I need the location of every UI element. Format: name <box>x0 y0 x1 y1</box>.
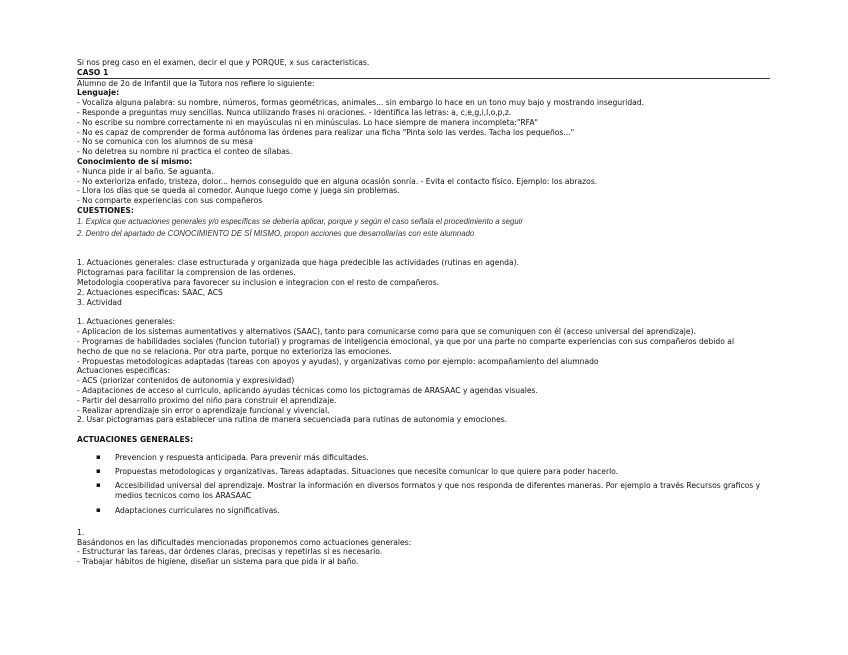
square-bullet-icon: ▪ <box>96 505 101 514</box>
answer-line: Metodologia cooperativa para favorecer su inclusion e integracion con el resto de compañeros. <box>77 277 440 287</box>
square-bullet-icon: ▪ <box>96 481 101 490</box>
cuestiones-heading: CUESTIONES: <box>77 205 134 215</box>
list-item-text: Adaptaciones curriculares no significativas. <box>115 505 280 515</box>
lenguaje-item: - No se comunica con los alumnos de su mesa <box>77 137 253 147</box>
answer-line: - Partir del desarrollo proximo del niño para construir el aprendizaje. <box>77 395 337 405</box>
answer-line: - Estructurar las tareas, dar órdenes claras, precisas y repetirlas si es necesario. <box>77 547 383 557</box>
answer-line: Actuaciones especificas: <box>77 366 170 376</box>
answer-line: 2. Actuaciones especificas: SAAC, ACS <box>77 287 223 297</box>
lenguaje-heading: Lenguaje: <box>77 88 120 98</box>
list-item <box>77 467 765 477</box>
answer-line: 1. Actuaciones generales: clase estructurada y organizada que haga predecible las actividades (rutinas en agenda). <box>77 258 520 268</box>
caso-line: Alumno de 2o de Infantil que la Tutora nos refiere lo siguiente: <box>77 78 315 88</box>
lenguaje-item: - Responde a preguntas muy sencillas. Nunca utilizando frases ni oraciones. - Identifica las letras: a, c,e,g,i,l,o,p,z. <box>77 107 512 117</box>
answer-line: Basándonos en las dificultades mencionadas proponemos como actuaciones generales: <box>77 537 412 547</box>
answer-line: 3. Actividad <box>77 297 122 307</box>
answer-line: 1. <box>77 527 85 537</box>
list-item <box>77 453 765 463</box>
answer-line: - Programas de habilidades sociales (funcion tutorial) y programas de inteligencia emocional, ya que por una parte no comparte experiencias con sus compañeros debido al hecho de que no se relaciona. Por otra parte, porque no exterioriza las emociones. <box>77 336 735 356</box>
conocimiento-heading: Conocimiento de sí mismo: <box>77 156 193 166</box>
conocimiento-item: - Nunca pide ir al baño. Se aguanta. <box>77 166 214 176</box>
square-bullet-icon: ▪ <box>96 452 101 461</box>
answer-line: 2. Usar pictogramas para establecer una rutina de manera secuenciada para rutinas de autonomia y emociones. <box>77 415 508 425</box>
list-item-text: Accesibilidad universal del aprendizaje. Mostrar la información en diversos formatos y que nos responda de diferentes maneras. Por ejemplo a través Recursos graficos y medios tecnicos como los ARASAAC <box>115 481 761 501</box>
conocimiento-item: - No exterioriza enfado, tristeza, dolor... hemos conseguido que en alguna ocasión sonría. - Evita el contacto físico. Ejemplo: los abrazos. <box>77 176 598 186</box>
answer-line: - Propuestas metodologicas adaptadas (tareas con apoyos y ayudas), y organizativas como por ejemplo: acompañamiento del alumnado <box>77 356 599 366</box>
list-item-text: Prevencion y respuesta anticipada. Para prevenir más dificultades. <box>115 452 369 462</box>
list-item <box>77 506 765 516</box>
answer-line: 1. Actuaciones generales: <box>77 317 176 327</box>
answer-line: - Adaptaciones de acceso al curriculo, aplicando ayudas técnicas como los pictogramas de ARASAAC y agendas visuales. <box>77 385 538 395</box>
intro-text: Si nos preg caso en el examen, decir el que y PORQUE, x sus caracteristicas. <box>77 58 370 67</box>
square-bullet-icon: ▪ <box>96 467 101 476</box>
answer-line: - ACS (priorizar contenidos de autonomia y expresividad) <box>77 376 295 386</box>
cuestion-item: 2. Dentro del apartado de CONOCIMIENTO DE SÍ MISMO, propon acciones que desarrollarías con este alumnado <box>77 228 475 238</box>
actuaciones-heading: ACTUACIONES GENERALES: <box>77 435 194 445</box>
answer-line: - Trabajar hábitos de higiene, diseñar un sistema para que pida ir al baño. <box>77 557 359 567</box>
document-page <box>77 58 767 567</box>
list-item-text: Propuestas metodologicas y organizativas. Tareas adaptadas. Situaciones que necesite comunicar lo que quiere para poder hacerlo. <box>115 467 619 477</box>
list-item <box>77 481 765 501</box>
answer-line: Pictogramas para facilitar la comprension de las ordenes. <box>77 268 296 278</box>
lenguaje-item: - No deletrea su nombre ni practica el conteo de sílabas. <box>77 147 293 157</box>
conocimiento-item: - Llora los días que se queda al comedor. Aunque luego come y juega sin problemas. <box>77 186 400 196</box>
answer-line: - Realizar aprendizaje sin error o aprendizaje funcional y vivencial. <box>77 405 330 415</box>
actuaciones-list <box>77 453 767 515</box>
answer-line: - Aplicacion de los sistemas aumentativos y alternativos (SAAC), tanto para comunicarse como para que se comuniquen con él (acceso universal del aprendizaje). <box>77 327 696 337</box>
lenguaje-item: - No escribe su nombre correctamente ni en mayúsculas ni en minúsculas. Lo hace siempre de manera incompleta:"RFA" <box>77 117 539 127</box>
conocimiento-item: - No comparte experiencias con sus compañeros <box>77 196 263 206</box>
lenguaje-item: - Vocaliza alguna palabra: su nombre, números, formas geométricas, animales... sin embargo lo hace en un tono muy bajo y mostrando inseguridad. <box>77 98 645 108</box>
caso-title: CASO 1 <box>77 68 770 79</box>
cuestion-item: 1. Explica que actuaciones generales y/o específicas se debería aplicar, porque y según el caso señala el procedimiento a seguir <box>77 216 523 226</box>
lenguaje-item: - No es capaz de comprender de forma autónoma las órdenes para realizar una ficha "Pinta solo las verdes. Tacha los pequeños..." <box>77 127 575 137</box>
